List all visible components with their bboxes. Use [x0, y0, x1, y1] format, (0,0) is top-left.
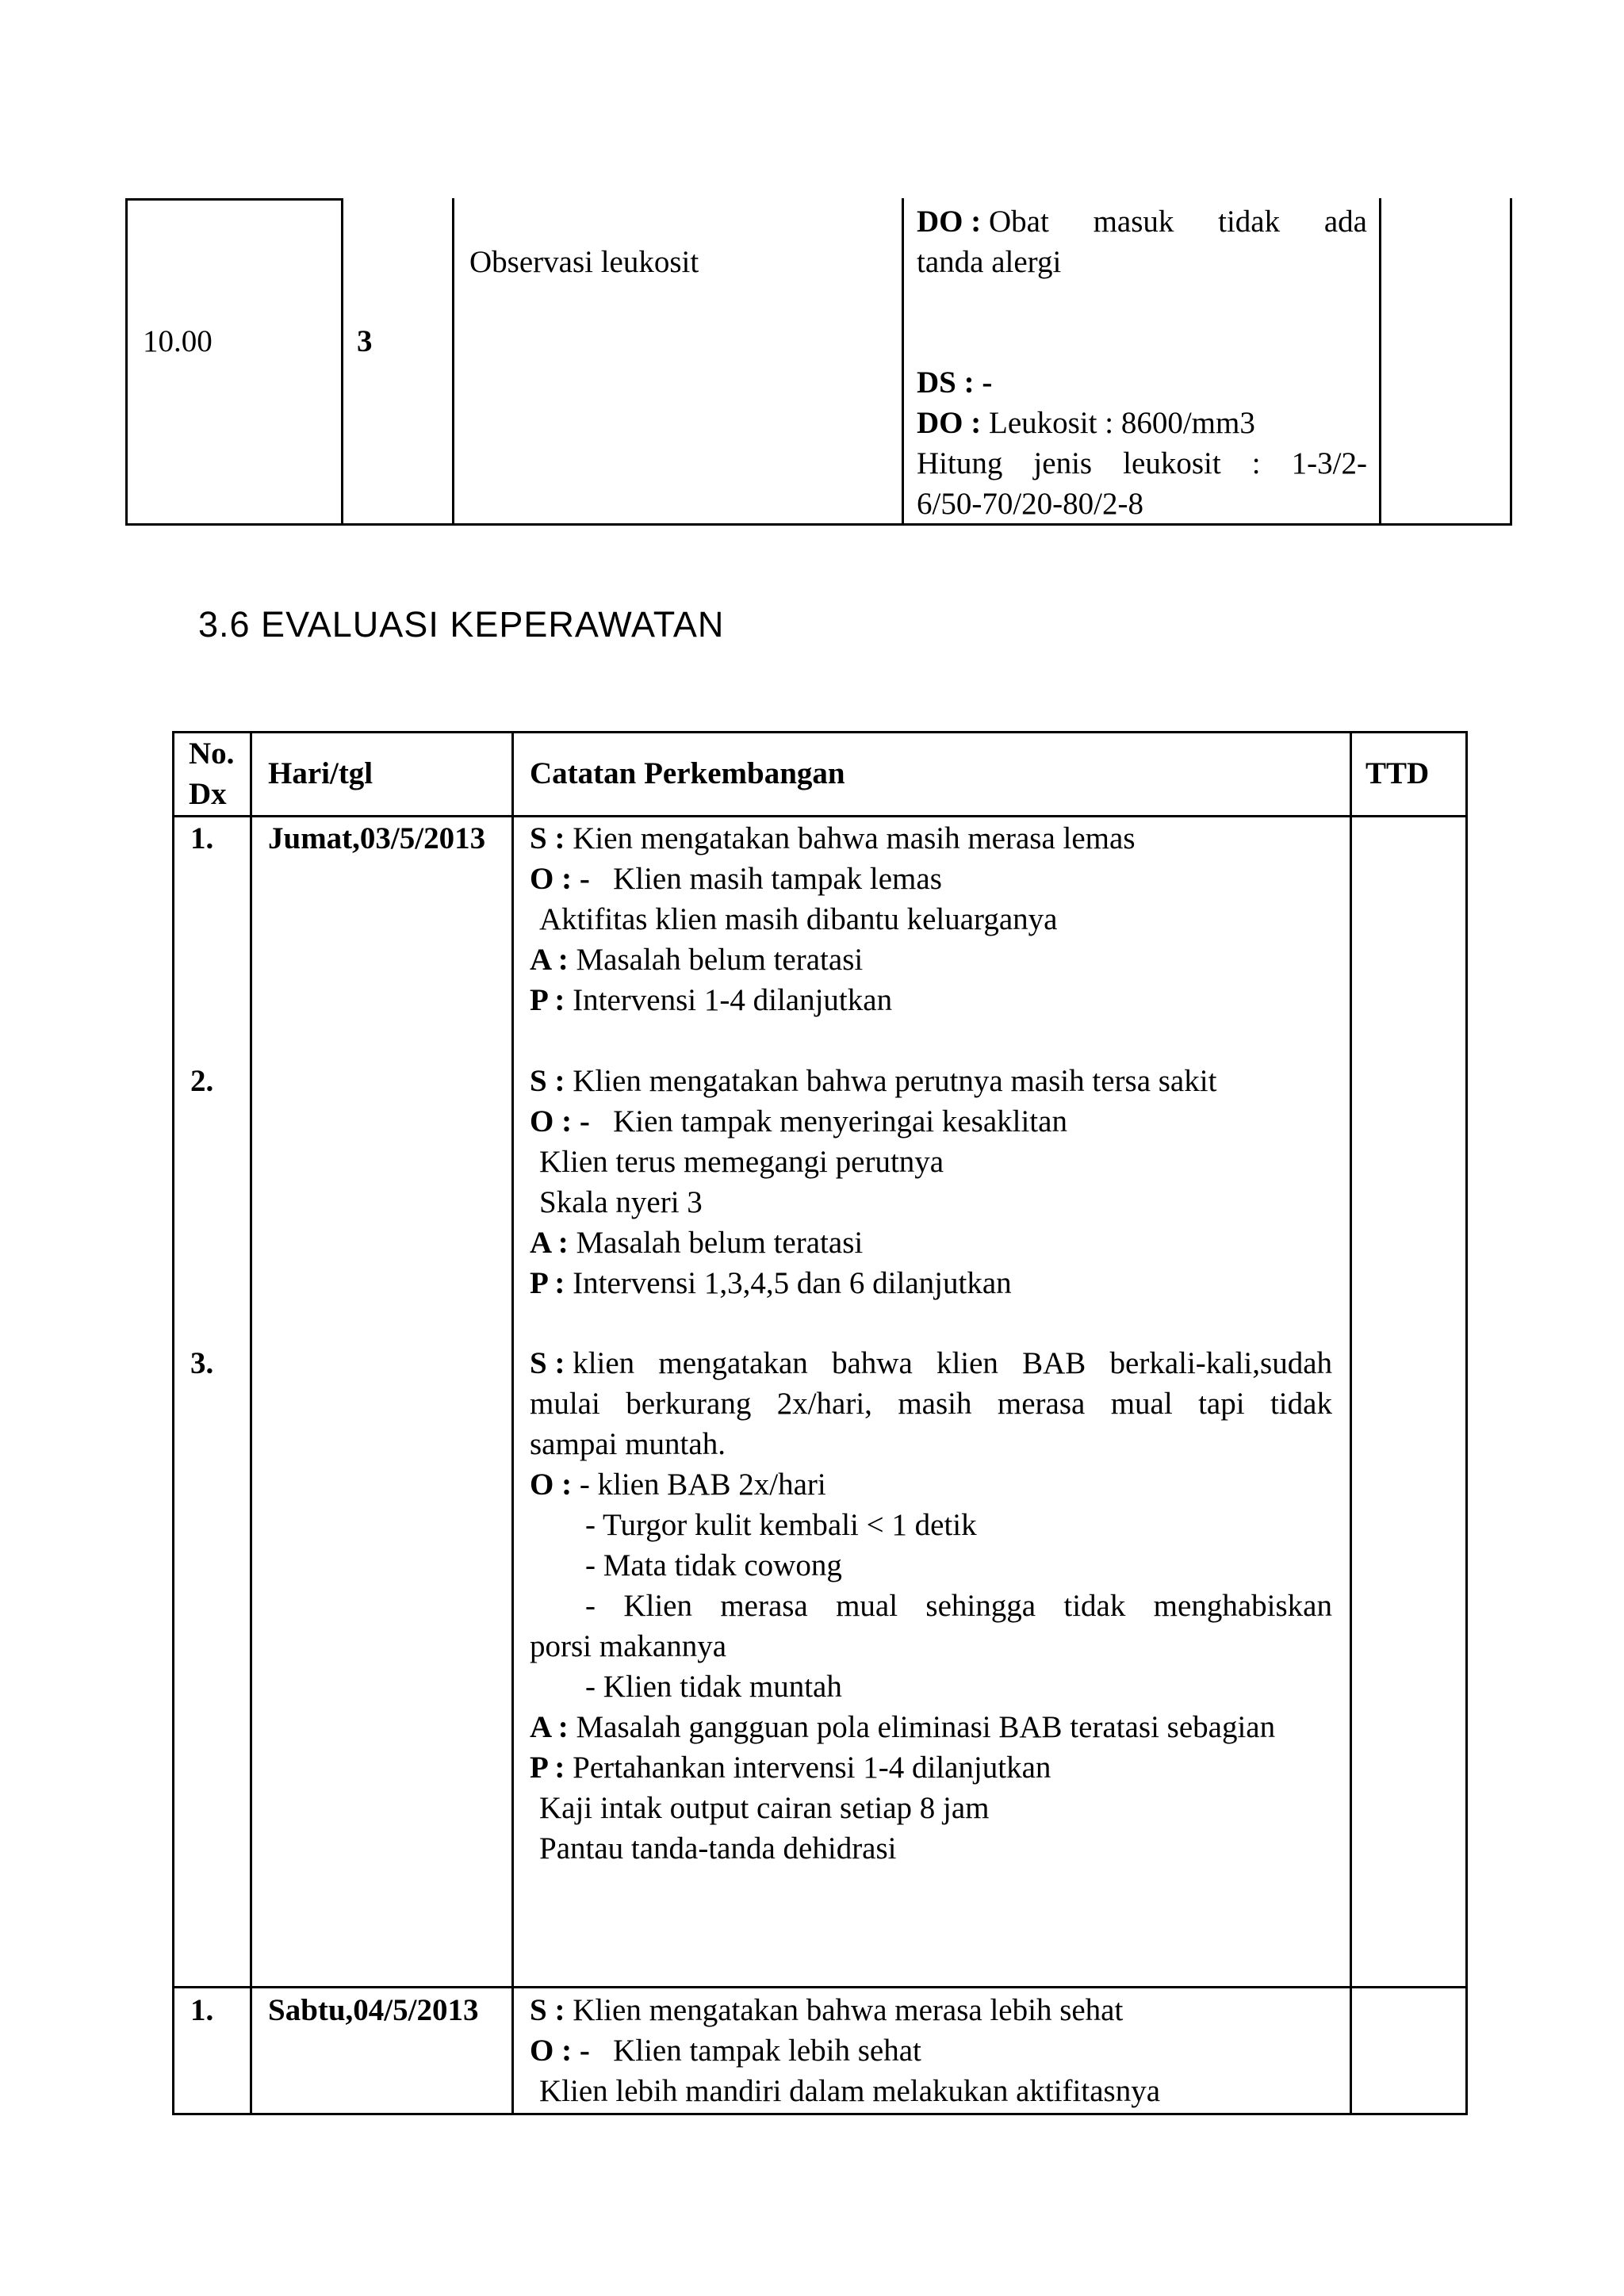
impl-response-line: tanda alergi [917, 245, 1062, 279]
dx-number: 1. [190, 821, 214, 855]
section-heading: 3.6 EVALUASI KEPERAWATAN [198, 604, 725, 645]
soap-line: A : Masalah gangguan pola eliminasi BAB teratasi sebagian [530, 1710, 1276, 1744]
soap-line: Kaji intak output cairan setiap 8 jam [539, 1791, 990, 1825]
ds-label: DS : - [917, 365, 993, 400]
impl-response-line: Hitung jenis leukosit : 1-3/2- [917, 446, 1367, 480]
soap-line: A : Masalah belum teratasi [530, 1226, 864, 1260]
soap-line: - Klien tidak muntah [585, 1670, 842, 1704]
soap-line: mulai berkurang 2x/hari, masih merasa mual tapi tidak [530, 1387, 1332, 1421]
impl-response-line: DO : Obat masuk tidak ada [917, 205, 1367, 239]
soap-line: - Mata tidak cowong [585, 1548, 842, 1582]
dx-number: 2. [190, 1064, 214, 1098]
soap-line: sampai muntah. [530, 1427, 726, 1461]
impl-response-line: 6/50-70/20-80/2-8 [917, 487, 1143, 521]
impl-divider [452, 198, 454, 526]
soap-line: Klien terus memegangi perutnya [539, 1145, 944, 1179]
soap-line: A : Masalah belum teratasi [530, 943, 864, 977]
impl-divider [1379, 198, 1381, 526]
impl-border-left [125, 198, 128, 526]
soap-line: Pantau tanda-tanda dehidrasi [539, 1831, 897, 1866]
soap-line: - Klien merasa mual sehingga tidak menghabiskan [585, 1589, 1332, 1623]
soap-line: O : - Klien tampak lebih sehat [530, 2034, 921, 2068]
eval-border-top [172, 731, 1468, 733]
eval-col-divider [250, 731, 252, 2115]
do-label: DO : [917, 205, 982, 239]
impl-divider [902, 198, 904, 526]
impl-border-right [1510, 198, 1512, 526]
soap-line: P : Intervensi 1-4 dilanjutkan [530, 983, 893, 1017]
eval-header-bottom [172, 815, 1468, 817]
eval-col-divider [511, 731, 514, 2115]
soap-line: - Turgor kulit kembali < 1 detik [585, 1508, 977, 1542]
impl-border-bottom [125, 523, 1512, 526]
soap-line: Klien lebih mandiri dalam melakukan aktifitasnya [539, 2074, 1161, 2108]
eval-row-divider [172, 1986, 1468, 1988]
soap-line: porsi makannya [530, 1629, 727, 1663]
impl-border-top [125, 198, 343, 201]
soap-line: S : Kien mengatakan bahwa masih merasa lemas [530, 821, 1136, 855]
impl-divider [341, 198, 343, 526]
header-no-dx: Dx [189, 777, 227, 811]
soap-line: S : klien mengatakan bahwa klien BAB berkali-kali,sudah [530, 1346, 1332, 1380]
soap-line: P : Pertahankan intervensi 1-4 dilanjutkan [530, 1751, 1051, 1785]
soap-line: P : Intervensi 1,3,4,5 dan 6 dilanjutkan [530, 1266, 1012, 1300]
header-ttd: TTD [1365, 756, 1430, 790]
soap-line: Skala nyeri 3 [539, 1185, 703, 1219]
impl-action: Observasi leukosit [469, 245, 699, 279]
entry-date: Jumat,03/5/2013 [268, 821, 486, 855]
impl-dx: 3 [357, 324, 373, 358]
impl-time: 10.00 [143, 324, 213, 358]
eval-border-right [1465, 731, 1468, 2115]
soap-line: S : Klien mengatakan bahwa merasa lebih sehat [530, 1993, 1124, 2027]
header-no-dx: No. [189, 737, 235, 771]
eval-border-left [172, 731, 174, 2115]
entry-date: Sabtu,04/5/2013 [268, 1993, 479, 2027]
soap-line: S : Klien mengatakan bahwa perutnya masih tersa sakit [530, 1064, 1217, 1098]
soap-line: O : - Klien masih tampak lemas [530, 862, 942, 896]
soap-line: Aktifitas klien masih dibantu keluarganya [539, 902, 1058, 936]
dx-number: 1. [190, 1993, 214, 2027]
impl-response-line: DO : Leukosit : 8600/mm3 [917, 406, 1255, 440]
soap-line: O : - Kien tampak menyeringai kesaklitan [530, 1104, 1067, 1138]
eval-border-bottom [172, 2113, 1468, 2115]
soap-line: O : - klien BAB 2x/hari [530, 1468, 826, 1502]
eval-col-divider [1350, 731, 1352, 2115]
header-hari-tgl: Hari/tgl [268, 756, 373, 790]
dx-number: 3. [190, 1346, 214, 1380]
header-catatan: Catatan Perkembangan [530, 756, 845, 790]
